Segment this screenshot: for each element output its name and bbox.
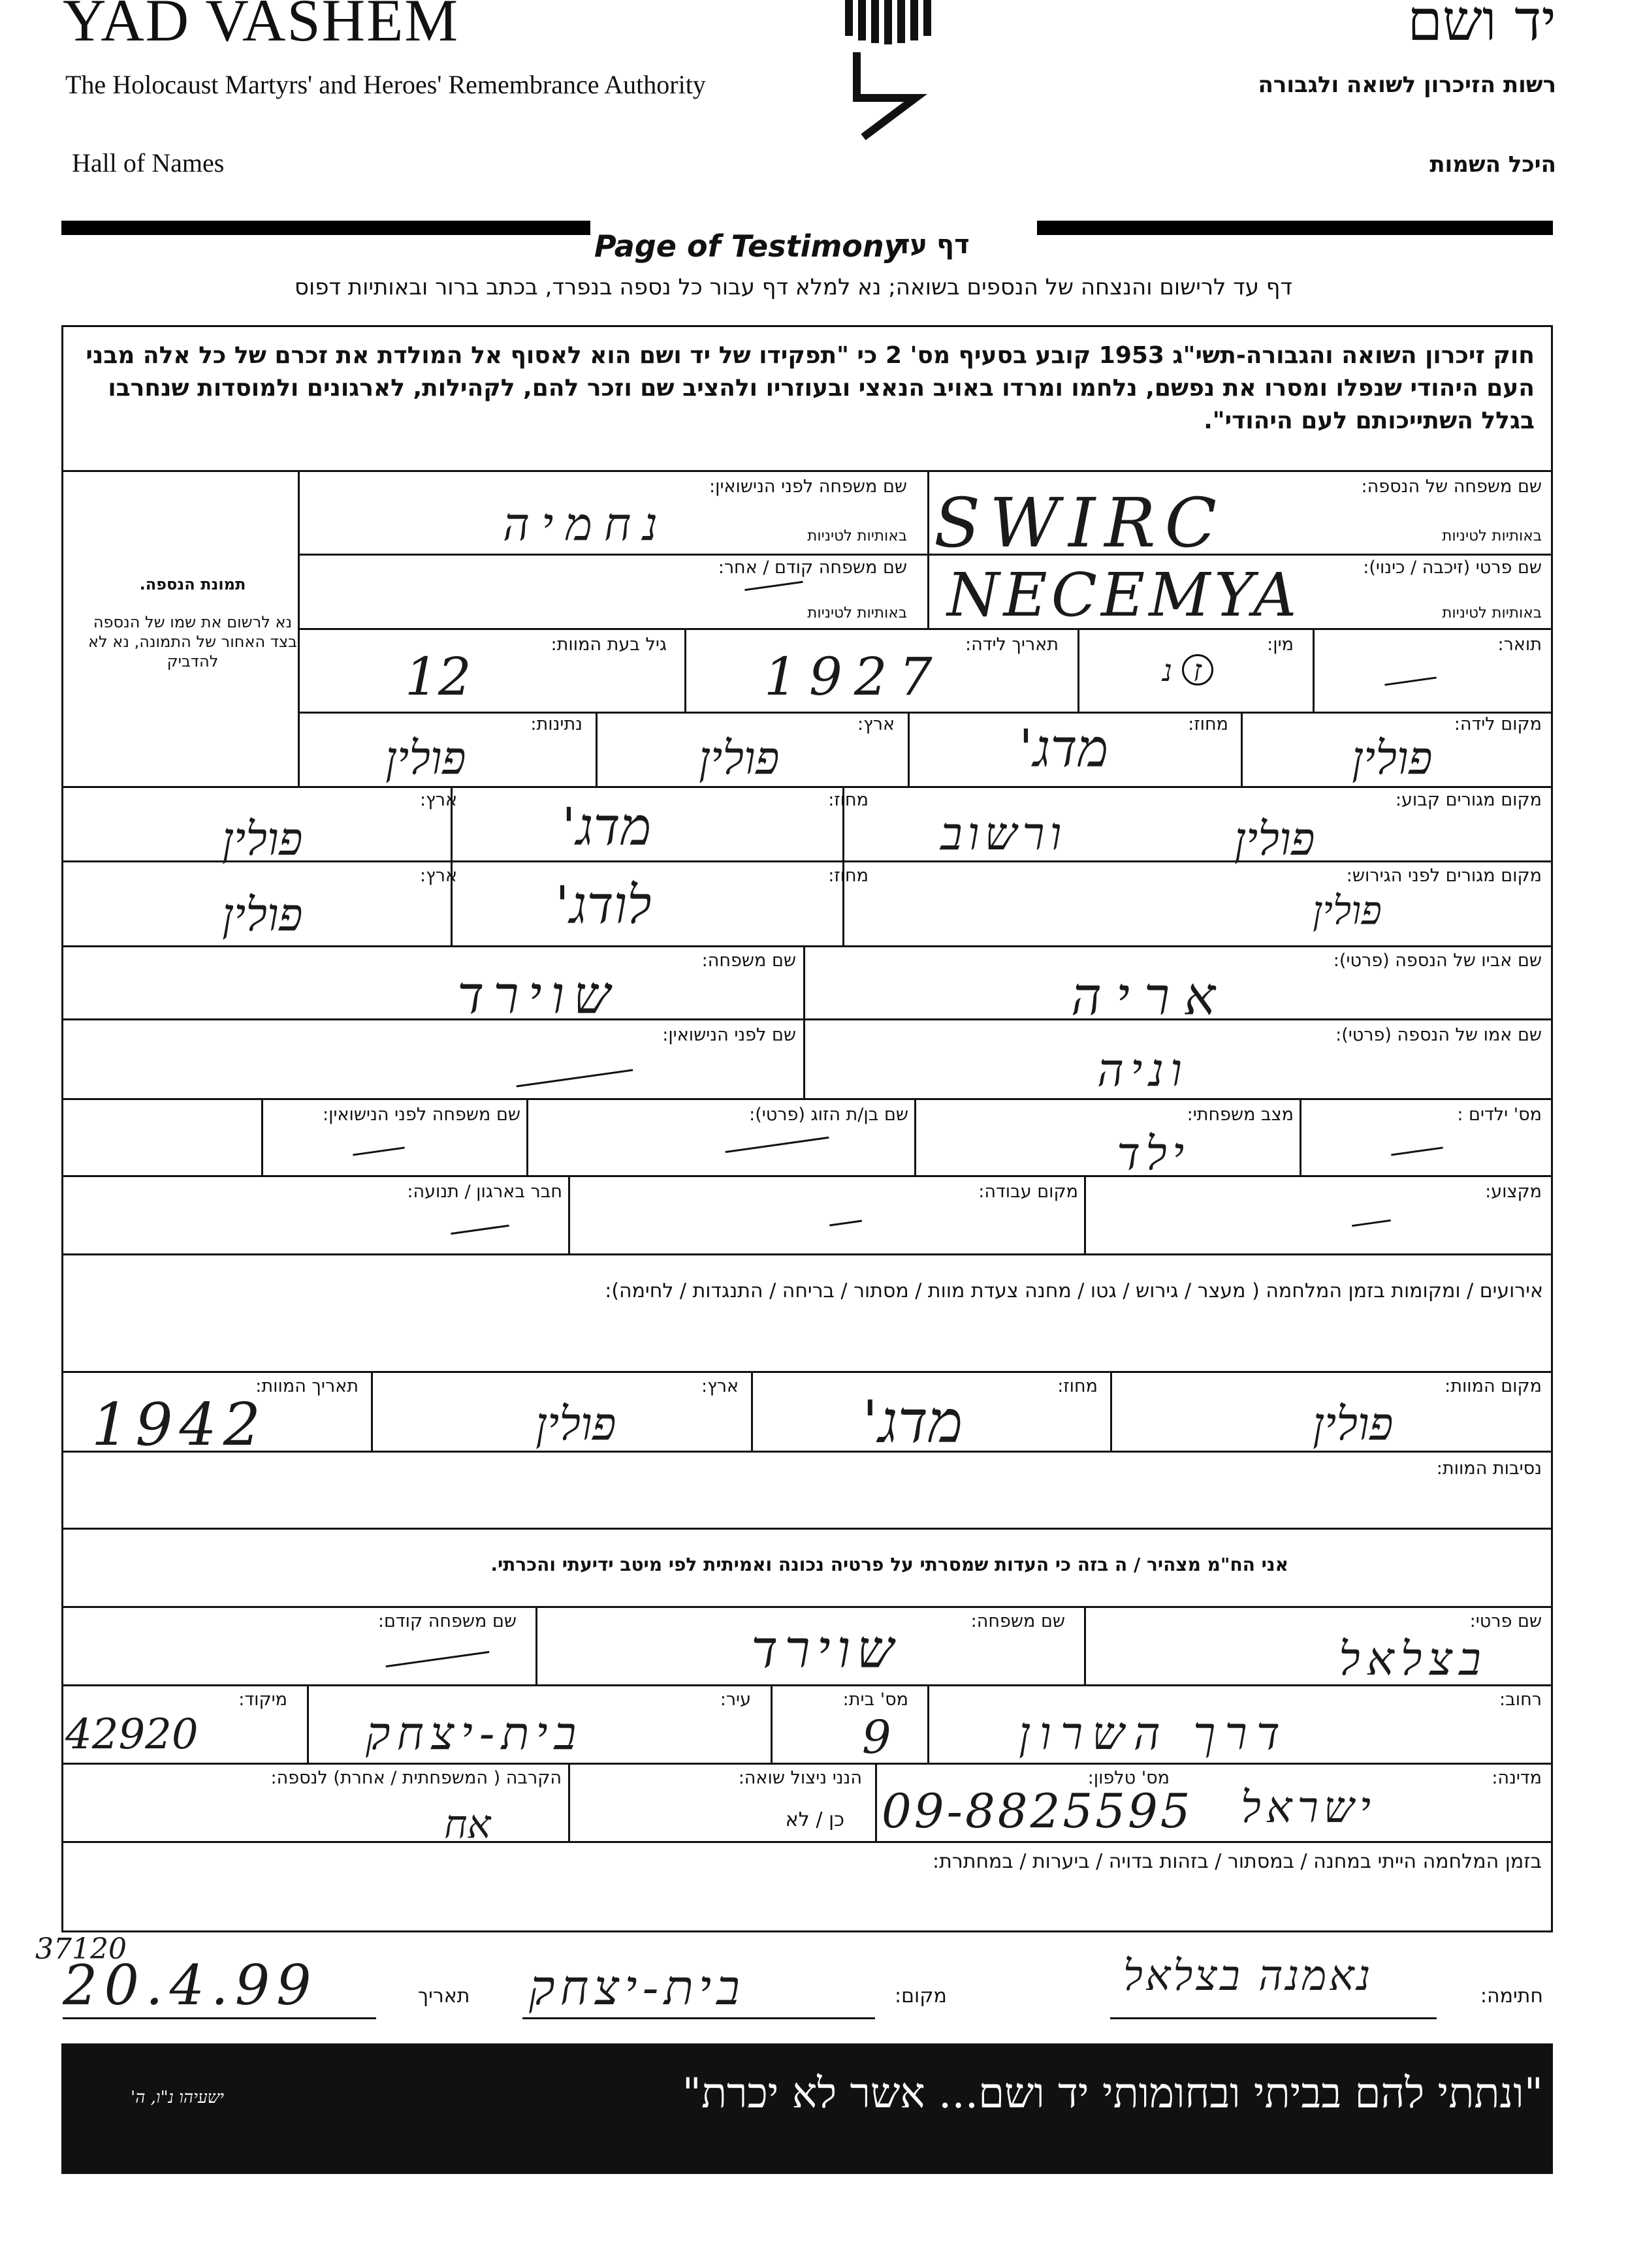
pre-deport-value[interactable]: פולין [1313, 888, 1382, 934]
label-phone: מס' טלפון: [1087, 1768, 1170, 1788]
pre-region-value[interactable]: לודג' [555, 875, 652, 936]
label-pre-region: מחוז: [828, 866, 869, 886]
label-events: אירועים / ומקומות בזמן המלחמה ( מעצר / גירוש / גטו / מחנה צעדת מוות / מסתור / בריחה / התנגדות / לחימה): [605, 1280, 1543, 1302]
perm-region-value[interactable]: מדג' [562, 796, 652, 857]
form-title-en: Page of Testimony [594, 228, 904, 264]
org-subtitle-en: The Holocaust Martyrs' and Heroes' Remembrance Authority [65, 70, 706, 99]
label-relation: הקרבה ( המשפחתית / אחרת) לנספה: [270, 1768, 562, 1788]
label-profession: מקצוע: [1485, 1182, 1542, 1202]
city-value[interactable]: בית-יצחק [366, 1707, 583, 1760]
country2-value[interactable]: ישראל [1241, 1782, 1376, 1833]
org-name-en: YAD VASHEM [63, 0, 460, 54]
label-date: תאריך [418, 1985, 470, 2008]
label-wartime-residence: מקום מגורים לפני הגירוש: [1346, 866, 1542, 886]
label-maiden-latin: באותיות לטיניות [807, 528, 907, 544]
label-zip: מיקוד: [238, 1690, 287, 1710]
phone-value[interactable]: 09-8825595 [882, 1784, 1193, 1838]
label-death-region: מחוז: [1057, 1376, 1098, 1396]
yad-vashem-menorah-logo [837, 0, 942, 140]
label-spouse-maiden: שם משפחה לפני הנישואין: [323, 1105, 520, 1125]
death-place-value[interactable]: פולין [1313, 1397, 1394, 1451]
house-no-value[interactable]: 9 [862, 1710, 891, 1764]
zip-value[interactable]: 42920 [65, 1710, 199, 1759]
label-workplace: מקום עבודה: [978, 1182, 1078, 1202]
first-name-latin-value[interactable]: NECEMYA [947, 560, 1301, 630]
org-subtitle-he: רשות הזיכרון לשואה ולגבורה [1258, 72, 1556, 98]
surname-latin-value[interactable]: SWIRC [934, 483, 1226, 563]
header-rule-left [61, 221, 590, 235]
birth-place-value[interactable]: פולין [1352, 731, 1433, 785]
sign-place-value[interactable]: בית-יצחק [529, 1960, 745, 2016]
label-maiden: שם משפחה לפני הנישואין: [709, 477, 907, 497]
label-father: שם אביו של הנספה (פרטי): [1333, 951, 1542, 971]
label-sub-first: שם פרטי: [1469, 1611, 1542, 1631]
label-marital: מצב משפחתי: [1187, 1105, 1294, 1125]
form-instructions: דף עד לרישום והנצחה של הנספים בשואה; נא למלא דף עבור כל נספה בנפרד, בכתב ברור ובאותיות דפוס [294, 274, 1293, 300]
label-gender: מין: [1267, 635, 1294, 655]
form-title-he: דף עד [895, 230, 970, 260]
sub-family-value[interactable]: שוירד [751, 1619, 901, 1680]
label-survivor: הנני ניצול שואה: [738, 1768, 862, 1788]
death-date-value[interactable]: 1942 [91, 1391, 268, 1459]
label-nationality: נתינות: [530, 714, 583, 734]
father-value[interactable]: אריה [1071, 966, 1230, 1027]
birth-country-value[interactable]: פולין [699, 731, 780, 785]
label-birth-country: ארץ: [857, 714, 895, 734]
pre-country-value[interactable]: פולין [222, 888, 303, 941]
label-birth-place: מקום לידה: [1454, 714, 1542, 734]
label-country2: מדינה: [1492, 1768, 1542, 1788]
label-birth-date: תאריך לידה: [965, 635, 1059, 655]
birth-date-value[interactable]: 1927 [764, 646, 944, 707]
label-perm-region: מחוז: [828, 790, 869, 810]
hall-of-names-en: Hall of Names [72, 148, 225, 178]
maiden-name-value[interactable]: נחמיה [503, 497, 670, 551]
law-paragraph: חוק זיכרון השואה והגבורה-תשי"ג 1953 קובע בסעיף מס' 2 כי "תפקידו של יד ושם הוא לאסוף אל המולדת את זכרם של כל אלה מבני העם היהודי שנפלו ומסרו את נפשם, נלחמו ומרדו באויב הנאצי ובעוזריו ולהציב שם וזכר להם, לקהילות, לארגונים ולמוסדות שנחרבו בגלל השתייכותם לעם היהודי". [86, 342, 1535, 434]
perm-country-value[interactable]: פולין [222, 812, 303, 866]
mother-value[interactable]: וניה [1097, 1043, 1189, 1097]
label-member-org: חבר בארגון / תנועה: [407, 1182, 562, 1202]
header-rule-right [1037, 221, 1553, 235]
label-perm-country: ארץ: [420, 790, 457, 810]
label-death-cause: נסיבות המוות: [1436, 1458, 1542, 1479]
photo-instructions [78, 575, 307, 671]
label-signature: חתימה: [1480, 1985, 1543, 2008]
label-prev-latin: באותיות לטיניות [807, 605, 907, 622]
label-pre-country: ארץ: [420, 866, 457, 886]
label-sub-prev: שם משפחה קודם: [377, 1611, 517, 1631]
photo-title: תמונת הנספה. [139, 575, 246, 593]
death-country-value[interactable]: פולין [535, 1397, 616, 1451]
survivor-options[interactable]: כן / לא [785, 1808, 844, 1831]
label-surname-latin: באותיות לטיניות [1442, 528, 1542, 544]
label-spouse: שם בן/ת הזוג (פרטי): [749, 1105, 908, 1125]
sub-first-value[interactable]: בצלאל [1339, 1632, 1488, 1686]
label-children: מס' ילדים : [1457, 1105, 1542, 1125]
photo-note-text: נא לרשום את שמו של הנספה בצד האחור של התמונה, נא לא להדביק [88, 613, 298, 670]
label-first-latin: באותיות לטיניות [1442, 605, 1542, 622]
age-value[interactable]: 12 [405, 646, 471, 707]
label-birth-region: מחוז: [1188, 714, 1228, 734]
label-father-family: שם משפחה: [701, 951, 796, 971]
hall-of-names-he: היכל השמות [1429, 151, 1556, 178]
label-death-date: תאריך המוות: [255, 1376, 359, 1396]
label-perm-residence: מקום מגורים קבוע: [1395, 790, 1542, 810]
footer-quote: "ונתתי להם בביתי ובחומותי יד ושם... אשר לא יכרת" [682, 2070, 1543, 2118]
gender-alt: נ [1162, 653, 1172, 688]
label-house-no: מס' בית: [842, 1690, 908, 1710]
declaration-text: אני הח"מ מצהיר / ה בזה כי העדות שמסרתי על פרטיה נכונה ואמיתית לפי מיטב ידיעתי והכרתי. [490, 1554, 1288, 1575]
gender-selected[interactable]: ז [1182, 654, 1213, 685]
label-street: רחוב: [1499, 1690, 1542, 1710]
org-name-he: יד ושם [1407, 0, 1556, 54]
death-region-value[interactable]: מדג' [862, 1388, 963, 1457]
label-city: עיר: [720, 1690, 751, 1710]
signature-value[interactable]: נאמנה בצלאל [1123, 1952, 1373, 2000]
father-family-value[interactable]: שוירד [457, 965, 620, 1026]
perm-country-a-value[interactable]: פולין [1234, 812, 1315, 866]
nationality-value[interactable]: פולין [385, 731, 466, 785]
label-first-name: שם פרטי (זיכבה / כינוי): [1363, 558, 1542, 578]
label-mother-maiden: שם לפני הנישואין: [662, 1025, 796, 1045]
relation-value[interactable]: אח [444, 1802, 491, 1848]
perm-residence-value[interactable]: ורשוב [940, 807, 1067, 860]
sign-date-value[interactable]: 20.4.99 [63, 1953, 318, 2017]
label-age: גיל בעת המוות: [551, 635, 667, 655]
label-prev-surname: שם משפחה קודם / אחר: [718, 558, 907, 578]
gender-options[interactable] [1162, 653, 1213, 688]
label-wartime: בזמן המלחמה הייתי במחנה / במסתור / בזהות בדויה / ביערות / במחתרת: [932, 1850, 1542, 1873]
label-place: מקום: [895, 1985, 947, 2008]
label-title: תואר: [1497, 635, 1542, 655]
footer-source: ישעיהו נ"ו, ה' [131, 2088, 224, 2107]
marital-value[interactable]: ילד [1117, 1127, 1190, 1180]
street-value[interactable]: דרך השרון [1019, 1707, 1289, 1760]
label-death-country: ארץ: [701, 1376, 739, 1396]
label-sub-family: שם משפחה: [970, 1611, 1065, 1631]
label-mother: שם אמו של הנספה (פרטי): [1335, 1025, 1542, 1045]
reference-number: 37120 [35, 1932, 127, 1966]
label-surname: שם משפחה של הנספה: [1361, 477, 1542, 497]
birth-region-value[interactable]: מדג' [1019, 718, 1109, 779]
label-death-place: מקום המוות: [1444, 1376, 1542, 1396]
